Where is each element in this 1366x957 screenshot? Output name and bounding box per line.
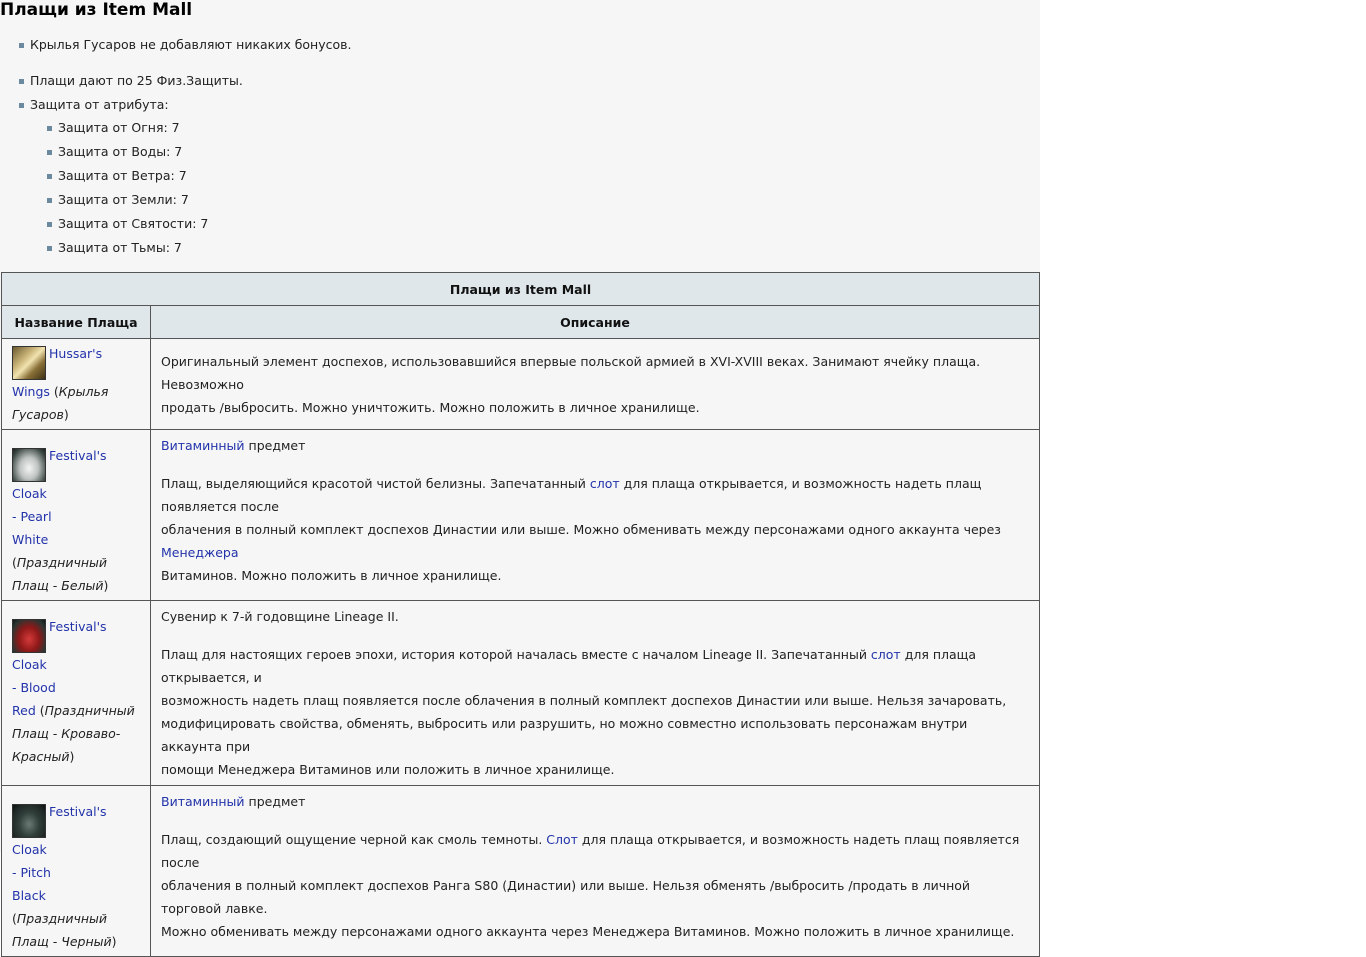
description-text: Плащ, выделяющийся красотой чистой белизны. Запечатанный <box>161 476 590 491</box>
list-item: Защита от атрибута: <box>30 97 169 112</box>
pearl-cloak-icon[interactable] <box>12 448 46 482</box>
description-text: Можно обменивать между персонажами одного аккаунта через Менеджера Витаминов. Можно положить в личное хранилище. <box>161 924 1015 939</box>
page-heading: Плащи из Item Mall <box>0 0 193 20</box>
list-item: Плащи дают по 25 Физ.Защиты. <box>30 73 243 88</box>
cloak-description-cell <box>151 430 1040 601</box>
description-text: Витаминов. Можно положить в личное хранилище. <box>161 568 502 583</box>
cloak-description-cell <box>151 786 1040 957</box>
item-link[interactable]: Festival's Cloak <box>12 804 107 857</box>
table-caption: Плащи из Item Mall <box>2 273 1040 306</box>
paren-close: ) <box>111 934 117 949</box>
slot-link[interactable]: слот <box>870 647 901 662</box>
description-text: продать /выбросить. Можно уничтожить. Можно положить в личное хранилище. <box>161 399 700 415</box>
hussars-wings-icon[interactable] <box>12 346 46 380</box>
description-text: для плаща открывается, и возможность надеть плащ появляется после <box>161 476 982 514</box>
item-russian-name: Плащ - Кроваво- <box>12 726 121 741</box>
list-item: Защита от Тьмы: 7 <box>58 240 182 255</box>
paren-open: ( <box>12 555 17 570</box>
description-text: помощи Менеджера Витаминов или положить в личное хранилище. <box>161 762 615 777</box>
cloak-name-cell <box>2 601 151 786</box>
item-russian-name: Праздничный <box>44 703 135 718</box>
list-item: Защита от Ветра: 7 <box>58 168 187 183</box>
description-text: облачения в полный комплект доспехов Династии или выше. Можно обменивать между персонажами одного аккаунта через <box>161 522 1001 537</box>
table-row <box>2 601 1040 786</box>
cloaks-table <box>1 272 1040 957</box>
slot-link[interactable]: слот <box>589 476 620 491</box>
item-russian-name: Плащ - Черный <box>12 934 112 949</box>
slot-link[interactable]: Слот <box>546 832 578 847</box>
description-text: модифицировать свойства, обменять, выбросить или разрушить, но можно совместно использовать персонажам внутри аккаунта при <box>161 716 968 754</box>
paren-open: ( <box>49 384 59 399</box>
description-text: предмет <box>244 794 306 809</box>
table-row <box>2 430 1040 601</box>
description-text: Плащ для настоящих героев эпохи, история которой началась вместе с началом Lineage II. Запечатанный <box>161 647 871 662</box>
table-row <box>2 786 1040 957</box>
item-link[interactable]: Festival's Cloak <box>12 448 107 501</box>
blood-cloak-icon[interactable] <box>12 619 46 653</box>
item-russian-name: Плащ - Белый <box>12 578 104 593</box>
item-link[interactable]: Wings <box>12 384 50 399</box>
item-russian-name: Гусаров <box>12 407 64 422</box>
item-russian-name: Праздничный <box>16 911 108 926</box>
vitamin-link[interactable]: Витаминный <box>161 438 245 453</box>
description-text: Плащ, создающий ощущение черной как смоль темноты. <box>161 832 547 847</box>
description-text: Оригинальный элемент доспехов, использовавшийся впервые польской армией в XVI-XVIII веках. Занимают ячейку плаща. Невозможно <box>161 353 981 392</box>
paren-close: ) <box>63 407 69 422</box>
item-link[interactable]: Festival's Cloak <box>12 619 107 672</box>
list-item: Защита от Воды: 7 <box>58 144 183 159</box>
list-item: Защита от Огня: 7 <box>58 120 180 135</box>
item-link[interactable]: - Pitch <box>12 865 51 880</box>
list-item: Крылья Гусаров не добавляют никаких бонусов. <box>30 37 352 52</box>
description-text: предмет <box>244 438 306 453</box>
item-russian-name: Красный <box>12 749 70 764</box>
cloak-name-cell <box>2 786 151 957</box>
description-text: Сувенир к 7-й годовщине Lineage II. <box>161 609 399 624</box>
item-russian-name: Крылья <box>58 384 109 399</box>
cloak-description-cell <box>151 339 1040 430</box>
description-text: для плаща открывается, и возможность надеть плащ появляется после <box>161 832 1020 870</box>
paren-close: ) <box>103 578 109 593</box>
paren-open: ( <box>12 911 17 926</box>
paren-open: ( <box>35 703 45 718</box>
description-text: для плаща открывается, и <box>161 647 977 685</box>
column-header-name: Название Плаща <box>2 306 151 339</box>
item-link[interactable]: White <box>12 532 49 547</box>
cloak-name-cell <box>2 430 151 601</box>
table-row <box>2 339 1040 430</box>
description-text: возможность надеть плащ появляется после облачения в полный комплект доспехов Династии или выше. Нельзя зачаровать, <box>161 693 1007 708</box>
item-link[interactable]: Hussar's <box>49 346 103 361</box>
item-link[interactable]: - Blood <box>12 680 56 695</box>
manager-link[interactable]: Менеджера <box>161 545 239 560</box>
item-link[interactable]: - Pearl <box>12 509 52 524</box>
column-header-description: Описание <box>151 306 1040 339</box>
item-russian-name: Праздничный <box>16 555 108 570</box>
pitch-cloak-icon[interactable] <box>12 804 46 838</box>
list-item: Защита от Земли: 7 <box>58 192 189 207</box>
vitamin-link[interactable]: Витаминный <box>161 794 245 809</box>
cloak-name-cell <box>2 339 151 430</box>
description-text: облачения в полный комплект доспехов Ранга S80 (Династии) или выше. Нельзя обменять /выбросить /продать в личной торговой лавке. <box>161 878 971 916</box>
paren-close: ) <box>69 749 75 764</box>
cloak-description-cell <box>151 601 1040 786</box>
item-link[interactable]: Red <box>12 703 36 718</box>
item-link[interactable]: Black <box>12 888 46 903</box>
list-item: Защита от Святости: 7 <box>58 216 209 231</box>
